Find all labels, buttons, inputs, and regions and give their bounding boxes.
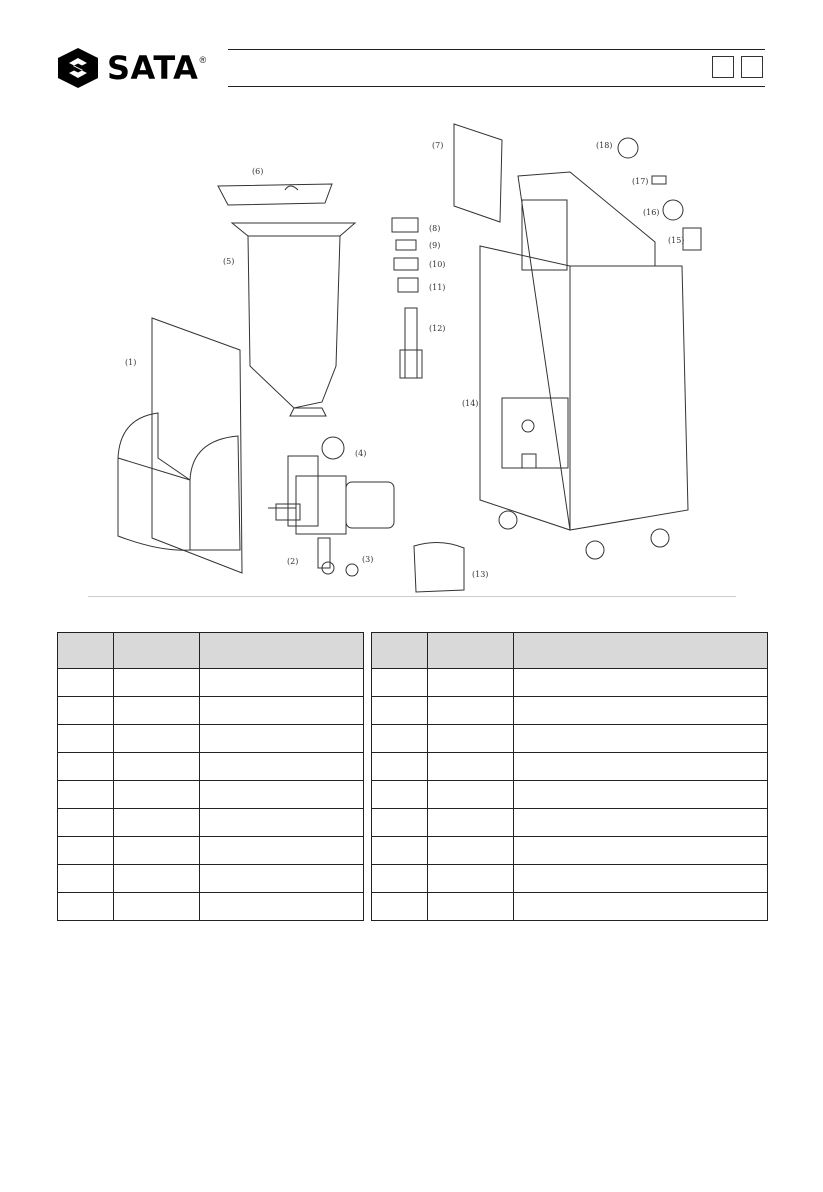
page-header bbox=[0, 0, 823, 100]
table-row bbox=[372, 809, 768, 837]
table-cell bbox=[514, 837, 768, 865]
table-cell bbox=[58, 725, 114, 753]
table-row bbox=[58, 725, 364, 753]
callout-4: (4) bbox=[355, 449, 367, 458]
callout-18: (18) bbox=[596, 141, 613, 150]
table-cell bbox=[428, 697, 514, 725]
table-row bbox=[372, 865, 768, 893]
part-6-lid bbox=[218, 184, 332, 205]
table-cell bbox=[514, 781, 768, 809]
table-cell bbox=[514, 697, 768, 725]
table-row bbox=[58, 809, 364, 837]
table-header-row bbox=[58, 633, 364, 669]
table-row bbox=[372, 753, 768, 781]
callout-10: (10) bbox=[429, 260, 446, 269]
table-cell bbox=[58, 865, 114, 893]
table-cell bbox=[200, 669, 364, 697]
table-cell bbox=[514, 753, 768, 781]
table-row bbox=[372, 697, 768, 725]
table-cell bbox=[428, 781, 514, 809]
callout-7: (7) bbox=[432, 141, 444, 150]
table-row bbox=[58, 837, 364, 865]
table-cell bbox=[114, 753, 200, 781]
table-cell bbox=[200, 809, 364, 837]
table-cell bbox=[58, 781, 114, 809]
callout-15: (15) bbox=[668, 236, 685, 245]
table-header-row bbox=[372, 633, 768, 669]
part-16-ring bbox=[663, 200, 683, 220]
callout-13: (13) bbox=[472, 570, 489, 579]
callout-3: (3) bbox=[362, 555, 374, 564]
table-cell bbox=[58, 837, 114, 865]
table-cell bbox=[514, 725, 768, 753]
table-row bbox=[58, 669, 364, 697]
callout-1: (1) bbox=[125, 358, 137, 367]
part-18-switch bbox=[618, 138, 638, 158]
table-row bbox=[58, 865, 364, 893]
brand-name: SATA bbox=[107, 49, 199, 87]
table-cell bbox=[428, 893, 514, 921]
table-cell bbox=[200, 865, 364, 893]
table-header-cell bbox=[428, 633, 514, 669]
callout-16: (16) bbox=[643, 208, 660, 217]
part-3-knob bbox=[346, 564, 358, 576]
table-cell bbox=[428, 669, 514, 697]
table-cell bbox=[514, 809, 768, 837]
table-cell bbox=[200, 837, 364, 865]
table-cell bbox=[58, 669, 114, 697]
table-cell bbox=[372, 753, 428, 781]
table-cell bbox=[114, 725, 200, 753]
table-cell bbox=[514, 865, 768, 893]
part-14-cabinet bbox=[480, 172, 688, 559]
table-cell bbox=[114, 837, 200, 865]
table-cell bbox=[372, 697, 428, 725]
table-row bbox=[372, 781, 768, 809]
table-row bbox=[372, 725, 768, 753]
table-cell bbox=[372, 725, 428, 753]
table-cell bbox=[114, 893, 200, 921]
table-cell bbox=[514, 669, 768, 697]
part-5-hopper bbox=[232, 223, 355, 416]
table-row bbox=[372, 893, 768, 921]
table-cell bbox=[58, 753, 114, 781]
table-cell bbox=[372, 837, 428, 865]
table-cell bbox=[114, 669, 200, 697]
callout-5: (5) bbox=[223, 257, 235, 266]
table-cell bbox=[114, 809, 200, 837]
table-cell bbox=[428, 837, 514, 865]
parts-table-right bbox=[371, 632, 768, 921]
table-cell bbox=[372, 865, 428, 893]
part-8-to-12-electrical bbox=[392, 218, 422, 378]
table-cell bbox=[200, 893, 364, 921]
callout-8: (8) bbox=[429, 224, 441, 233]
table-row bbox=[372, 669, 768, 697]
page-marker-box-2 bbox=[741, 56, 763, 78]
table-cell bbox=[114, 781, 200, 809]
header-rule-top bbox=[228, 49, 765, 50]
table-cell bbox=[58, 893, 114, 921]
table-cell bbox=[200, 753, 364, 781]
callout-6: (6) bbox=[252, 167, 264, 176]
table-row bbox=[58, 753, 364, 781]
callout-14: (14) bbox=[462, 399, 479, 408]
table-cell bbox=[58, 809, 114, 837]
callout-11: (11) bbox=[429, 283, 446, 292]
table-cell bbox=[428, 725, 514, 753]
table-row bbox=[372, 837, 768, 865]
table-header-cell bbox=[58, 633, 114, 669]
sata-logo bbox=[55, 46, 206, 90]
header-rule-bottom bbox=[228, 86, 765, 87]
table-cell bbox=[114, 865, 200, 893]
figure-divider bbox=[88, 596, 736, 597]
table-cell bbox=[514, 893, 768, 921]
callout-17: (17) bbox=[632, 177, 649, 186]
table-cell bbox=[372, 669, 428, 697]
table-cell bbox=[372, 781, 428, 809]
part-1-side-panel bbox=[118, 318, 242, 573]
part-4-motor-assembly bbox=[268, 437, 394, 534]
table-header-cell bbox=[372, 633, 428, 669]
table-header-cell bbox=[514, 633, 768, 669]
table-cell bbox=[372, 809, 428, 837]
table-cell bbox=[428, 865, 514, 893]
page-marker-box-1 bbox=[712, 56, 734, 78]
table-cell bbox=[200, 725, 364, 753]
callout-2: (2) bbox=[287, 557, 299, 566]
table-cell bbox=[200, 781, 364, 809]
exploded-parts-drawing bbox=[100, 118, 760, 600]
part-13-door bbox=[414, 542, 464, 592]
table-header-cell bbox=[114, 633, 200, 669]
callout-9: (9) bbox=[429, 241, 441, 250]
table-cell bbox=[58, 697, 114, 725]
part-2-valve bbox=[318, 538, 334, 574]
parts-table-left bbox=[57, 632, 364, 921]
registered-mark: ® bbox=[199, 55, 207, 65]
table-cell bbox=[200, 697, 364, 725]
part-15-plate bbox=[683, 228, 701, 250]
table-cell bbox=[114, 697, 200, 725]
part-7-panel bbox=[454, 124, 502, 222]
callout-12: (12) bbox=[429, 324, 446, 333]
table-row bbox=[58, 893, 364, 921]
table-cell bbox=[428, 753, 514, 781]
table-row bbox=[58, 781, 364, 809]
table-row bbox=[58, 697, 364, 725]
table-cell bbox=[428, 809, 514, 837]
sata-hexagon-icon bbox=[55, 46, 101, 90]
table-header-cell bbox=[200, 633, 364, 669]
table-cell bbox=[372, 893, 428, 921]
part-17-pin bbox=[652, 176, 666, 184]
